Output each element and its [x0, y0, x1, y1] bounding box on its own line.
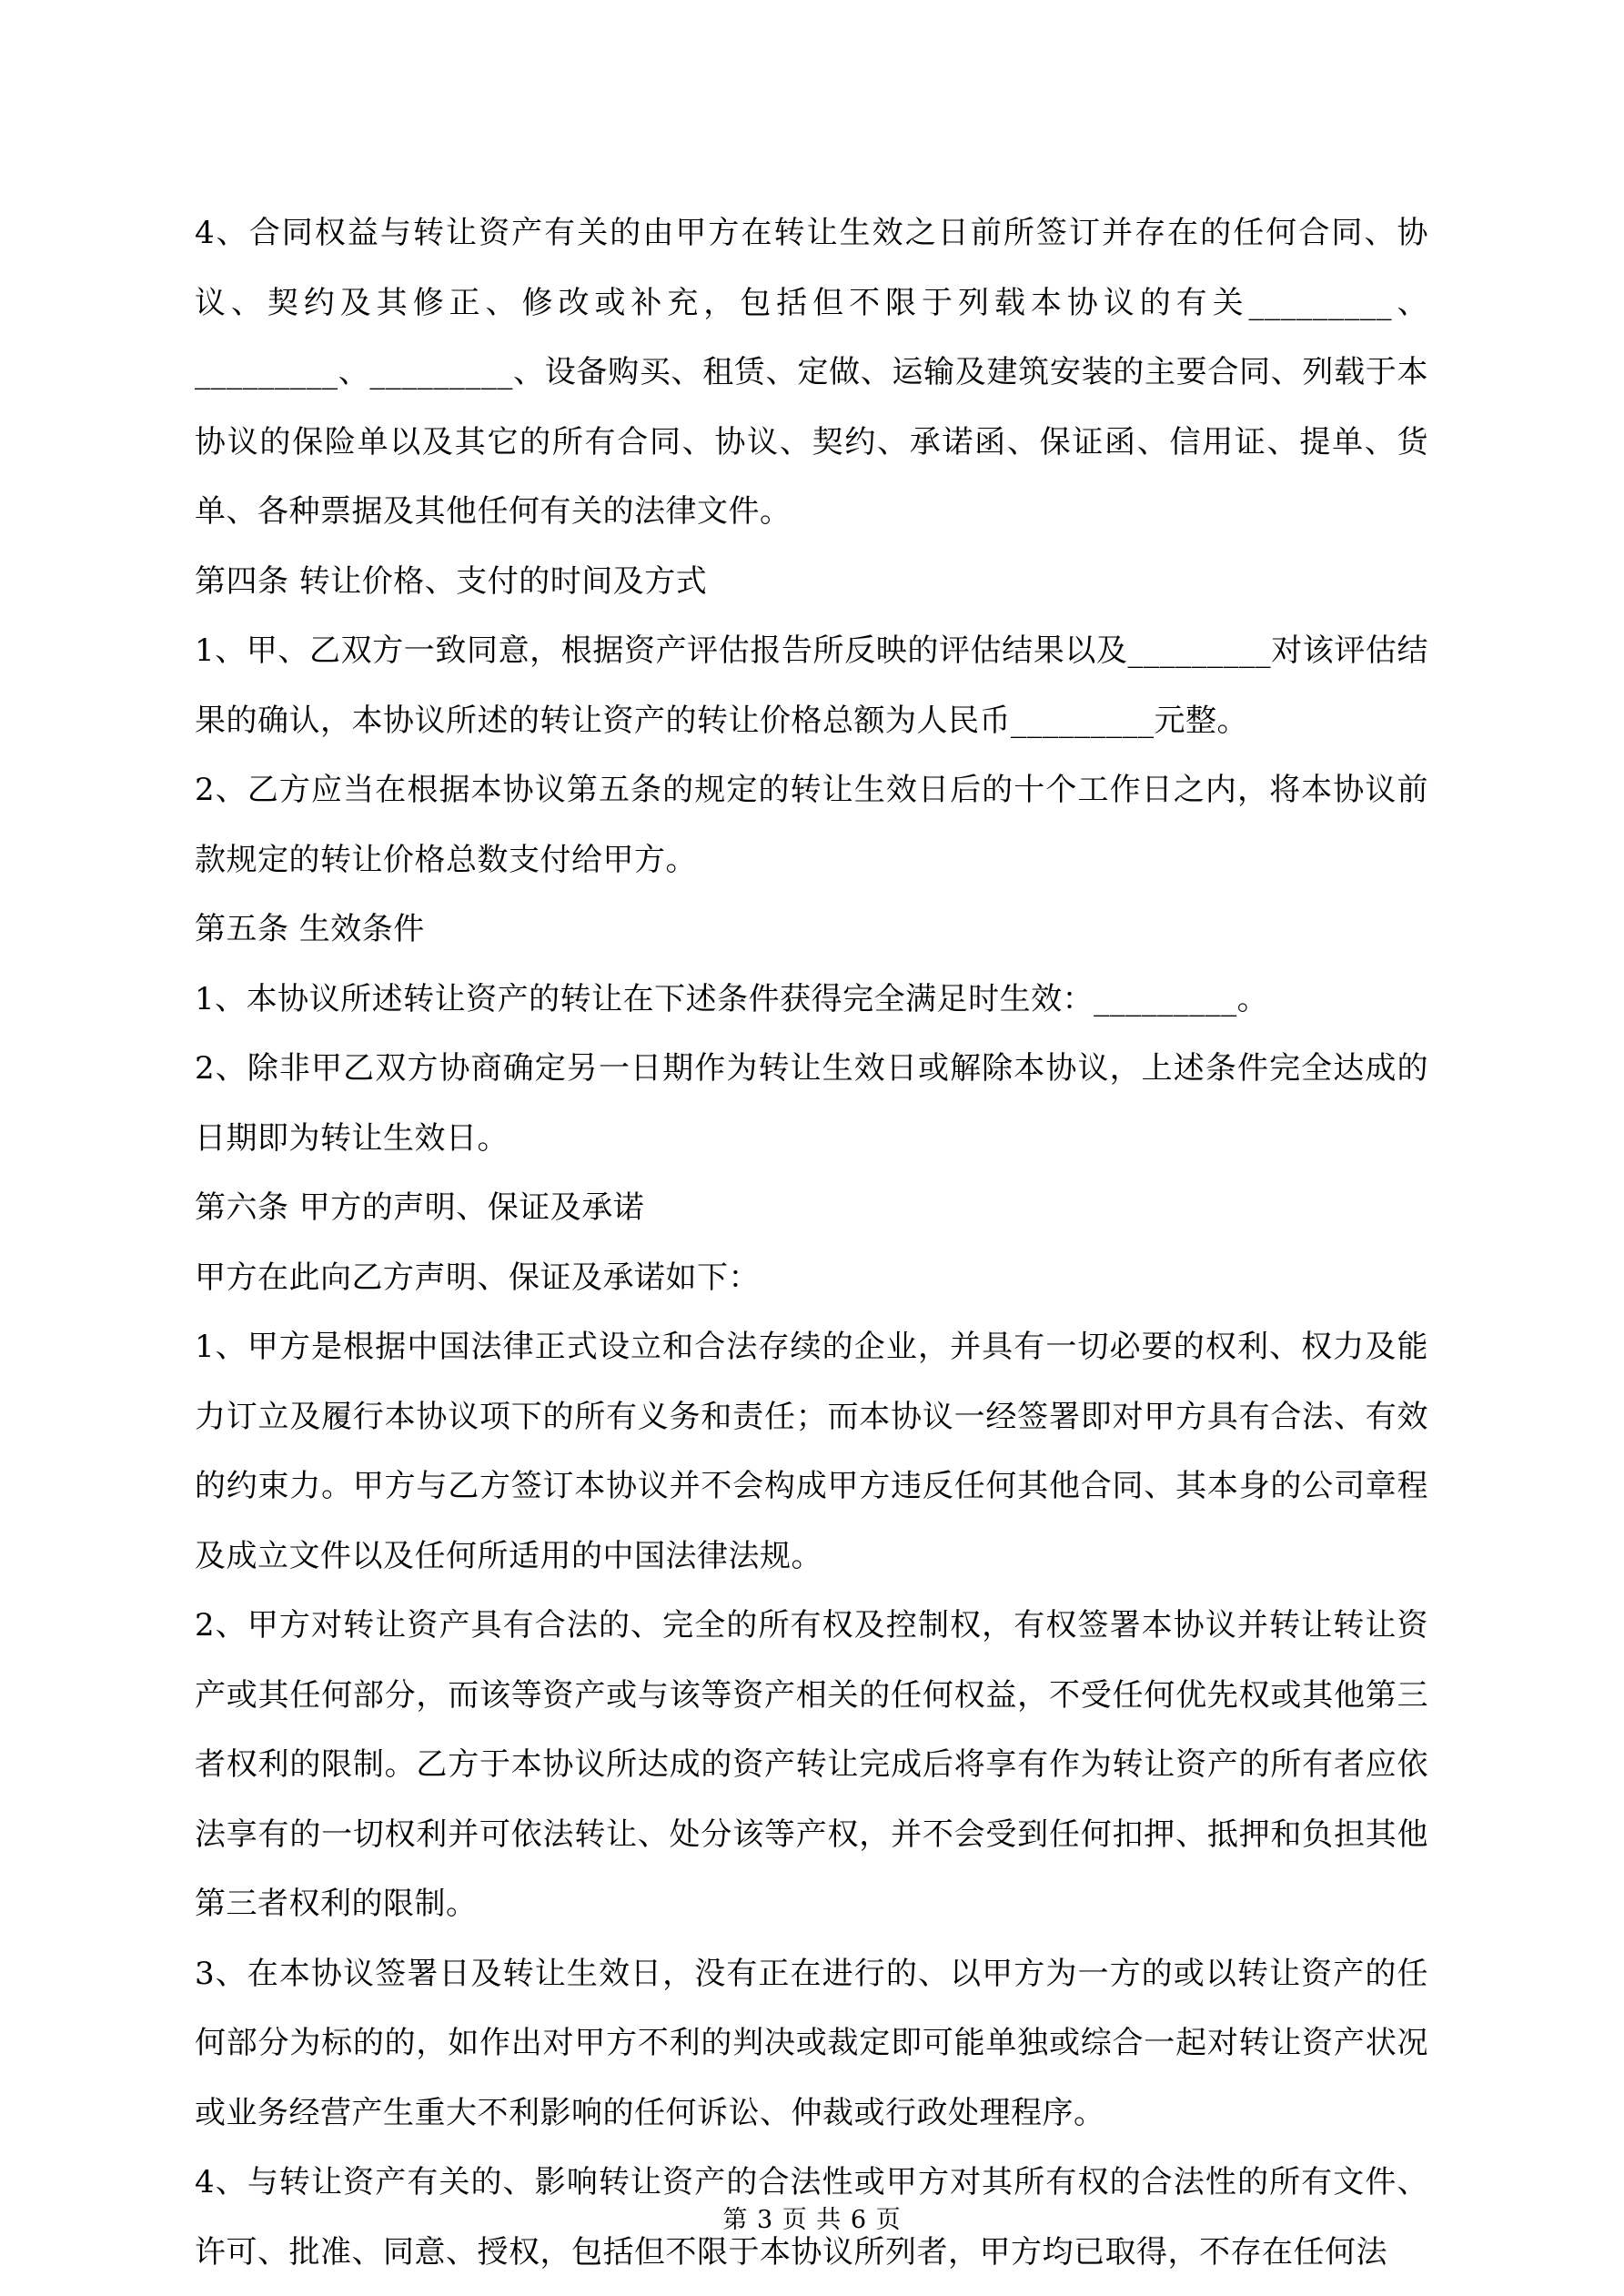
heading-article-6: 第六条 甲方的声明、保证及承诺 — [195, 1189, 645, 1226]
heading-article-5: 第五条 生效条件 — [195, 911, 425, 947]
paragraph-contract-rights: 4、合同权益与转让资产有关的由甲方在转让生效之日前所签订并存在的任何合同、协议、契约及其修正、修改或补充，包括但不限于列载本协议的有关_________、_________、_________、设备购买、租赁、定做、运输及建筑安装的主要合同、列载于本协议的保险单以及其它的所有合同、协议、契约、承诺函、保证函、信用证、提单、货单、各种票据及其他任何有关的法律文件。 — [195, 215, 1428, 530]
paragraph-effective-date: 2、除非甲乙双方协商确定另一日期作为转让生效日或解除本协议，上述条件完全达成的日期即为转让生效日。 — [195, 1050, 1428, 1157]
paragraph-price-agreement: 1、甲、乙双方一致同意，根据资产评估报告所反映的评估结果以及_________对该评估结果的确认，本协议所述的转让资产的转让价格总额为人民币_________元整。 — [195, 632, 1428, 739]
paragraph-declaration-4: 4、与转让资产有关的、影响转让资产的合法性或甲方对其所有权的合法性的所有文件、许可、批准、同意、授权，包括但不限于本协议所列者，甲方均已取得，不存在任何法 — [195, 2164, 1428, 2271]
paragraph-payment-terms: 2、乙方应当在根据本协议第五条的规定的转让生效日后的十个工作日之内，将本协议前款规定的转让价格总数支付给甲方。 — [195, 772, 1428, 878]
paragraph-declaration-1: 1、甲方是根据中国法律正式设立和合法存续的企业，并具有一切必要的权利、权力及能力订立及履行本协议项下的所有义务和责任；而本协议一经签署即对甲方具有合法、有效的约束力。甲方与乙方签订本协议并不会构成甲方违反任何其他合同、其本身的公司章程及成立文件以及任何所适用的中国法律法规。 — [195, 1329, 1428, 1574]
paragraph-effective-condition: 1、本协议所述转让资产的转让在下述条件获得完全满足时生效：_________。 — [195, 980, 1269, 1017]
paragraph-declaration-intro: 甲方在此向乙方声明、保证及承诺如下： — [195, 1259, 760, 1296]
paragraph-declaration-2: 2、甲方对转让资产具有合法的、完全的所有权及控制权，有权签署本协议并转让转让资产或其任何部分，而该等资产或与该等资产相关的任何权益，不受任何优先权或其他第三者权利的限制。乙方于本协议所达成的资产转让完成后将享有作为转让资产的所有者应依法享有的一切权利并可依法转让、处分该等产权，并不会受到任何扣押、抵押和负担其他第三者权利的限制。 — [195, 1607, 1428, 1922]
document-body — [195, 198, 1428, 2287]
paragraph-declaration-3: 3、在本协议签署日及转让生效日，没有正在进行的、以甲方为一方的或以转让资产的任何部分为标的的，如作出对甲方不利的判决或裁定即可能单独或综合一起对转让资产状况或业务经营产生重大不利影响的任何诉讼、仲裁或行政处理程序。 — [195, 1955, 1428, 2131]
heading-article-4: 第四条 转让价格、支付的时间及方式 — [195, 562, 708, 600]
page-number-footer: 第 3 页 共 6 页 — [722, 2206, 902, 2234]
